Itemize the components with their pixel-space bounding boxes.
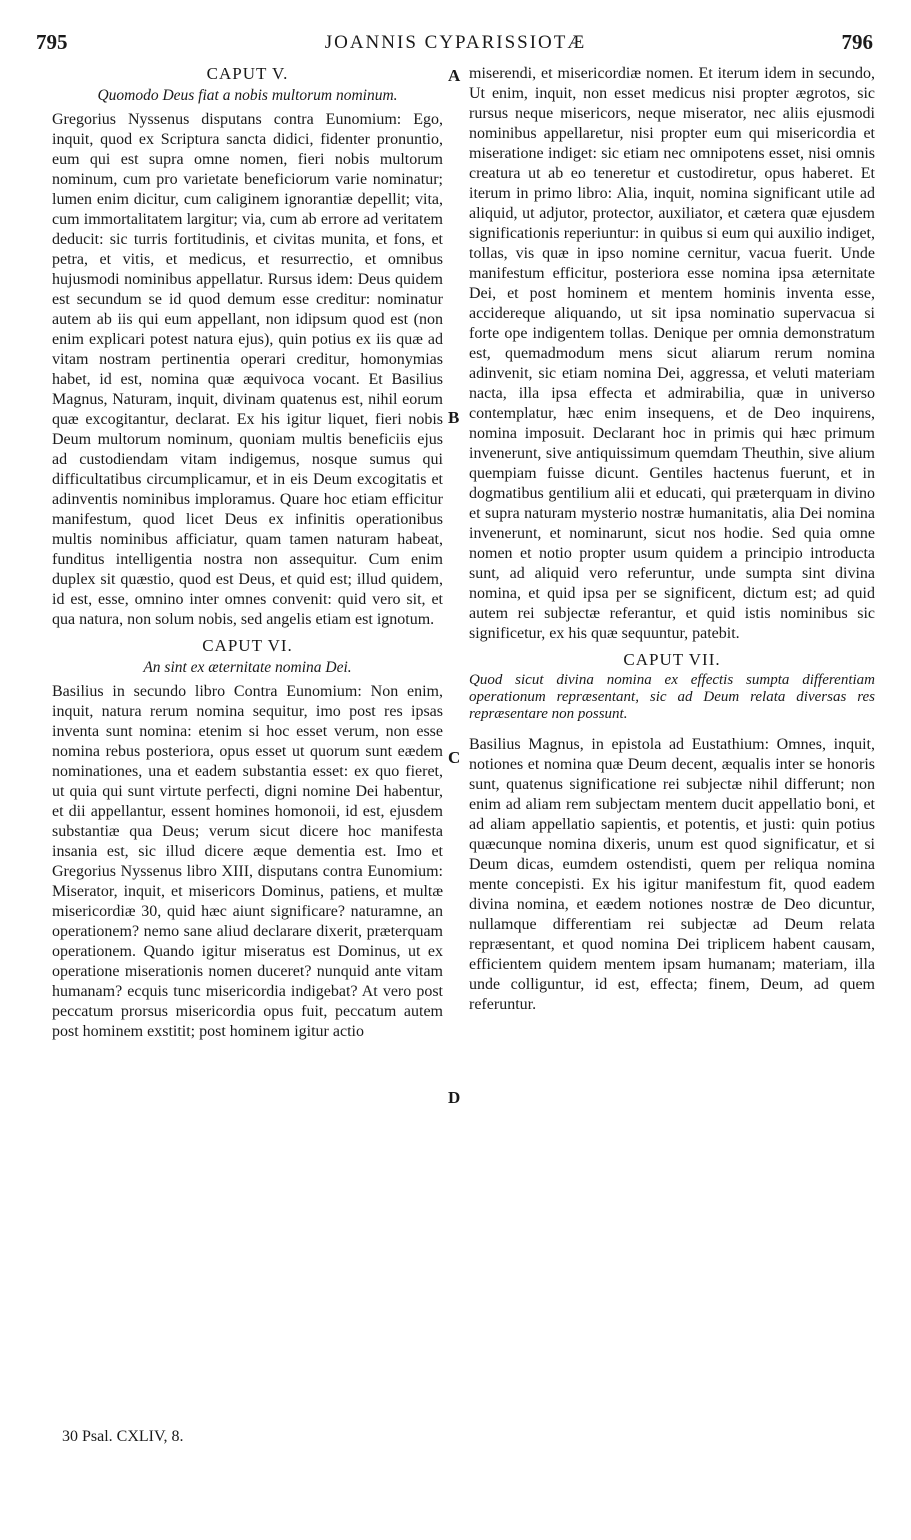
right-column (469, 64, 875, 1015)
page-number-right: 796 (841, 30, 873, 54)
page-number-left: 795 (36, 30, 68, 54)
continued-text: miserendi, et misericordiæ nomen. Et iterum idem in secundo, Ut enim, inquit, non esset medicus nisi propter ægrotos, sic rursus neque misericors, neque miserator, nec aliis ejusmodi nominibus appellaretur, nisi propter eum qui misericordia et miseratione indiget: sic etiam nec omnipotens esset, nisi omnis creatura ut ab eo teneretur et custodiretur, opus haberet. Et iterum in primo libro: Alia, inquit, nomina significant utile ad aliquid, ut adjutor, protector, auxiliator, et cætera quæ ejusdem significationis reperiuntur: in quibus si eum qui auxilio indiget, tollas, vis quæ in ipso nomine cernitur, vacua fuerit. Unde manifestum efficitur, posteriora esse nomina ipsa æternitate Dei, et post hominem et mentem hominis inventa esse, accidereque aliquando, ut sit ipsa nominatio supervacua si forte ope indigentem tollas. Denique per omnia demonstratum est, quemadmodum mens sicut aliarum rerum nomina adinvenit, sic etiam nomina Dei, aggressa, et veluti materiam nacta, illa ipsa effecta et admirabilia, quæ in universo contemplatur, hæc enim insequens, et de Deo inquirens, nomina imposuit. Declarant hoc in primis qui hæc primum invenerunt, sive antiquissimum quemdam Theuthin, sive alium quempiam fuisse dicunt. Gentiles hactenus fuerunt, et in dogmatibus gentilium alii et educati, qui præterquam in divino et supra naturam mysterio nostræ humanitatis, alia Dei nomina invenerunt, et nominarunt, sicut nos hodie. Sed quia omne nomen et notio propter usum quidem a principio introducta sunt, ad aliquid vero referuntur, unde sumpta sint divina nomina, et quid ipsa per se significent, dictum est; ad quid autem rei subjectæ referantur, et quid istis nominibus sic significetur, ex his quæ sequuntur, patebit. (469, 65, 875, 642)
caput-6-text: Basilius in secundo libro Contra Eunomium: Non enim, inquit, natura rerum nomina sequitur, imo post res ipsas inventa sunt nomina: etenim si hoc esset verum, non esse nomina rebus posteriora, opus esset ut quorum sunt eædem nominationes, una et eadem substantia esset: ex quo fieret, ut quia qui sunt virtute perfecti, digni nomine Dei habentur, et dii appellantur, essent homines homonoii, id est, ejusdem substantiæ qua Deus; verum sicut dicere hoc manifesta insania est, sic illud dicere æque dementia est. Imo et Gregorius Nyssenus libro XIII, disputans contra Eunomium: Miserator, inquit, et misericors Dominus, patiens, et multæ misericordiæ 30, quid hæc aiunt significare? naturamne, an operationem? nemo sane aliud declarare dixerit, præterquam operationem. Quando igitur miseratus est Dominus, ut ex operatione miserationis nomen duceret? nunquid ante vitam humanam? ecquis tunc misericordia indigebat? At vero post peccatum prorsus misericordia opus fuit, peccatum autem post hominem exstitit; post hominem igitur actio (52, 683, 443, 1040)
caput-5-text: Gregorius Nyssenus disputans contra Eunomium: Ego, inquit, quod ex Scriptura sancta didici, fidenter pronuntio, eum qui est supra omne nomen, fieri nobis multorum nominum, cum pro varietate beneficiorum varie nominatur; lumen enim dicitur, cum caliginem ignorantiæ depellit; vita, cum immortalitatem largitur; via, cum ab errore ad veritatem deducit: sic turris fortitudinis, et civitas munita, et fons, et petra, et vitis, et medicus, et resurrectio, et omnibus hujusmodi nominibus appellatur. Rursus idem: Deus quidem est secundum se id quod demum esse creditur: nominatur autem ab iis qui eum appellant, non idipsum quod est (non enim explicari potest natura ejus), quin potius ex iis quæ ad vitam nostram pertinentia operari creditur, homonymias habet, id est, nomina quæ æquivoca vocant. Et Basilius Magnus, Naturam, inquit, divinam quatenus est, nihil eorum quæ excogitantur, declarat. Ex his igitur liquet, fieri nobis Deum multorum nominum, quoniam multis beneficiis ejus ad custodiendam vitam indigemus, nosque sumus qui difficultatibus circumplicamur, et in eis Deum excogitatis et adinventis nominibus imploramus. Quare hoc etiam efficitur manifestum, quod licet Deus ex infinitis operationibus multis nominibus afficiatur, quam tamen naturam habeat, funditus intelligentia nostra non assequitur. Cum enim duplex sit quæstio, quod est Deus, et quid est; illud quidem, id est, esse, omnino inter omnes convenit: quid vero sit, et qua natura, non solum nobis, sed angelis etiam est ignotum. (52, 111, 443, 628)
margin-letter-b: B (448, 408, 460, 427)
margin-letter-a: A (448, 66, 461, 85)
caput-6-subtitle: An sint ex æternitate nomina Dei. (143, 659, 352, 676)
margin-letter-d: D (448, 1088, 461, 1107)
left-column (52, 64, 443, 1042)
caput-7-subtitle: Quod sicut divina nomina ex effectis sumpta differentiam operationum repræsentant, sic ad Deum relata diversas res repræsentare non possunt. (469, 672, 875, 722)
caput-6-title: CAPUT VI. (202, 636, 293, 655)
margin-letter-c: C (448, 748, 461, 767)
page-header (0, 30, 911, 60)
running-head: JOANNIS CYPARISSIOTÆ (324, 32, 587, 53)
caput-5-subtitle: Quomodo Deus fiat a nobis multorum nominum. (97, 87, 398, 104)
caput-7-text: Basilius Magnus, in epistola ad Eustathium: Omnes, inquit, notiones et nomina quæ Deum decent, æqualis inter se honoris sunt, quatenus significatione rei subjectæ nihil differunt; non enim ad aliam rem subjectam mentem ducit appellatio boni, et ad aliam appellatio sapientis, et potentis, et justi: quin potius quæcunque nomina dixeris, unum est quod significatur, et si Deum dicas, eumdem ostendisti, quem per reliqua nomina mente concepisti. Ex his igitur manifestum fit, quod eadem divina nomina, et eædem notiones nostræ de Deo dicuntur, nullamque differentiam rei subjectæ ad Deum relata repræsentant, et quod nomina Dei triplicem habent causam, efficientem quidem mentem ipsam humanam; materiam, illa unde colliguntur, id est, effecta; finem, Deum, ad quem referuntur. (469, 736, 875, 1013)
footnote: 30 Psal. CXLIV, 8. (62, 1428, 184, 1445)
caput-7-title: CAPUT VII. (623, 650, 721, 669)
caput-5-title: CAPUT V. (206, 64, 289, 83)
